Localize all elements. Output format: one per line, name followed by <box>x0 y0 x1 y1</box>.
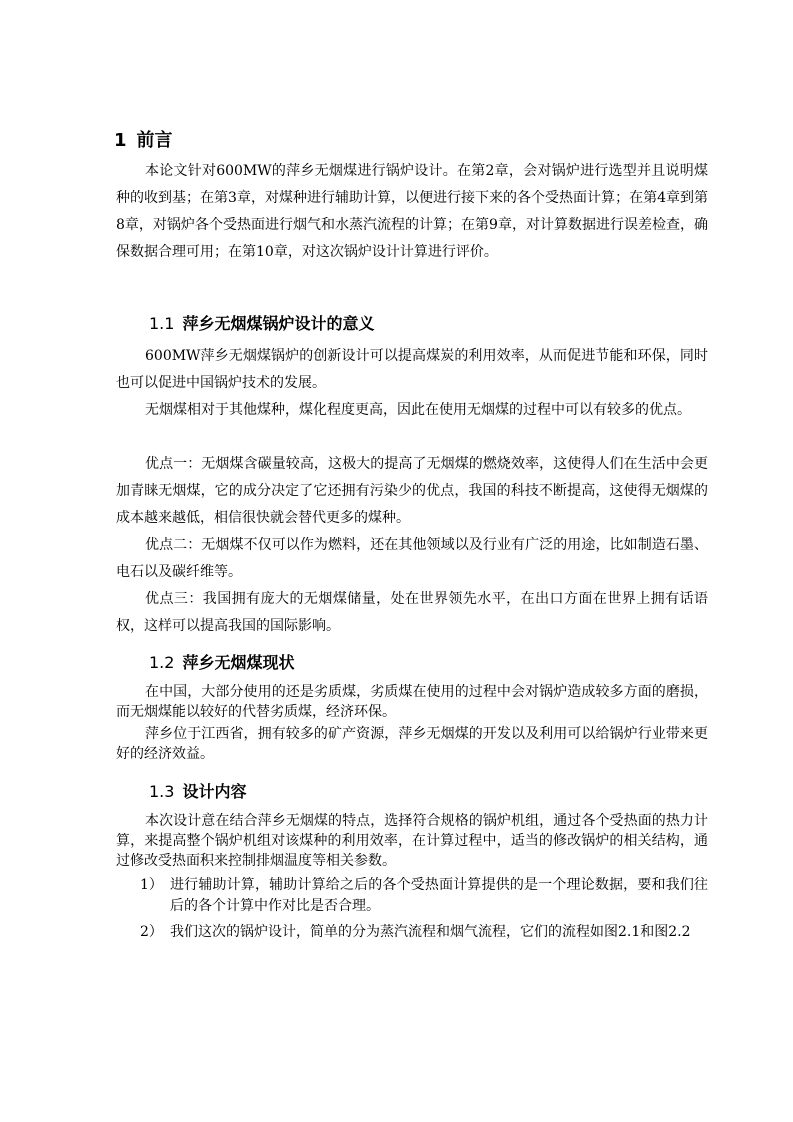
section-1-1-paragraph-3: 优点一：无烟煤含碳量较高，这极大的提高了无烟煤的燃烧效率，这使得人们在生活中会更加青睐无烟煤，它的成分决定了它还拥有污染少的优点，我国的科技不断提高，这使得无烟煤的成本越来越低，相信很快就会替代更多的煤种。 <box>116 456 708 526</box>
section-1-1-paragraph-2: 无烟煤相对于其他煤种，煤化程度更高，因此在使用无烟煤的过程中可以有较多的优点。 <box>145 402 691 418</box>
section-1-1-title: 萍乡无烟煤锅炉设计的意义 <box>182 314 375 333</box>
section-1-1-paragraph-4: 优点二：无烟煤不仅可以作为燃料，还在其他领域以及行业有广泛的用途，比如制造石墨、电石以及碳纤维等。 <box>116 537 708 580</box>
section-1-1-paragraph-5: 优点三：我国拥有庞大的无烟煤储量，处在世界领先水平，在出口方面在世界上拥有话语权，这样可以提高我国的国际影响。 <box>116 591 708 634</box>
section-1-2-title: 萍乡无烟煤现状 <box>182 653 295 672</box>
section-1-1-paragraph-1: 600MW萍乡无烟煤锅炉的创新设计可以提高煤炭的利用效率，从而促进节能和环保，同时也可以促进中国锅炉技术的发展。 <box>116 348 708 391</box>
chapter-number: 1 <box>114 130 127 151</box>
section-1-2-number: 1.2 <box>149 653 175 672</box>
section-1-3-paragraph: 本次设计意在结合萍乡无烟煤的特点，选择符合规格的锅炉机组，通过各个受热面的热力计算，来提高整个锅炉机组对该煤种的利用效率，在计算过程中，适当的修改锅炉的相关结构，通过修改受热面积来控制排烟温度等相关参数。 <box>116 813 708 869</box>
chapter-heading <box>114 126 173 152</box>
list-item-1 <box>116 875 708 917</box>
section-1-2-heading <box>149 650 294 673</box>
section-1-1-heading <box>149 311 374 334</box>
chapter-intro-paragraph: 本论文针对600MW的萍乡无烟煤进行锅炉设计。在第2章，会对锅炉进行选型并且说明煤种的收到基；在第3章，对煤种进行辅助计算，以便进行接下来的各个受热面计算；在第4章到第8章，对锅炉各个受热面进行烟气和水蒸汽流程的计算；在第9章，对计算数据进行误差检查，确保数据合理可用；在第10章，对这次锅炉设计计算进行评价。 <box>116 163 708 260</box>
chapter-title: 前言 <box>136 130 173 151</box>
section-1-3-heading <box>149 779 246 802</box>
section-1-3-title: 设计内容 <box>182 782 247 801</box>
list-item-1-marker: 1） <box>140 877 163 893</box>
section-1-1-number: 1.1 <box>149 314 175 333</box>
list-item-2-text: 我们这次的锅炉设计，简单的分为蒸汽流程和烟气流程，它们的流程如图2.1和图2.2 <box>170 924 691 940</box>
list-item-1-text: 进行辅助计算，辅助计算给之后的各个受热面计算提供的是一个理论数据，要和我们往后的各个计算中作对比是否合理。 <box>170 877 708 914</box>
section-1-2-paragraph-2: 萍乡位于江西省，拥有较多的矿产资源，萍乡无烟煤的开发以及利用可以给锅炉行业带来更好的经济效益。 <box>116 726 708 762</box>
section-1-2-paragraph-1: 在中国，大部分使用的还是劣质煤，劣质煤在使用的过程中会对锅炉造成较多方面的磨损，而无烟煤能以较好的代替劣质煤，经济环保。 <box>116 684 708 720</box>
section-1-3-number: 1.3 <box>149 782 175 801</box>
list-item-2 <box>116 922 708 943</box>
list-item-2-marker: 2） <box>140 924 163 940</box>
